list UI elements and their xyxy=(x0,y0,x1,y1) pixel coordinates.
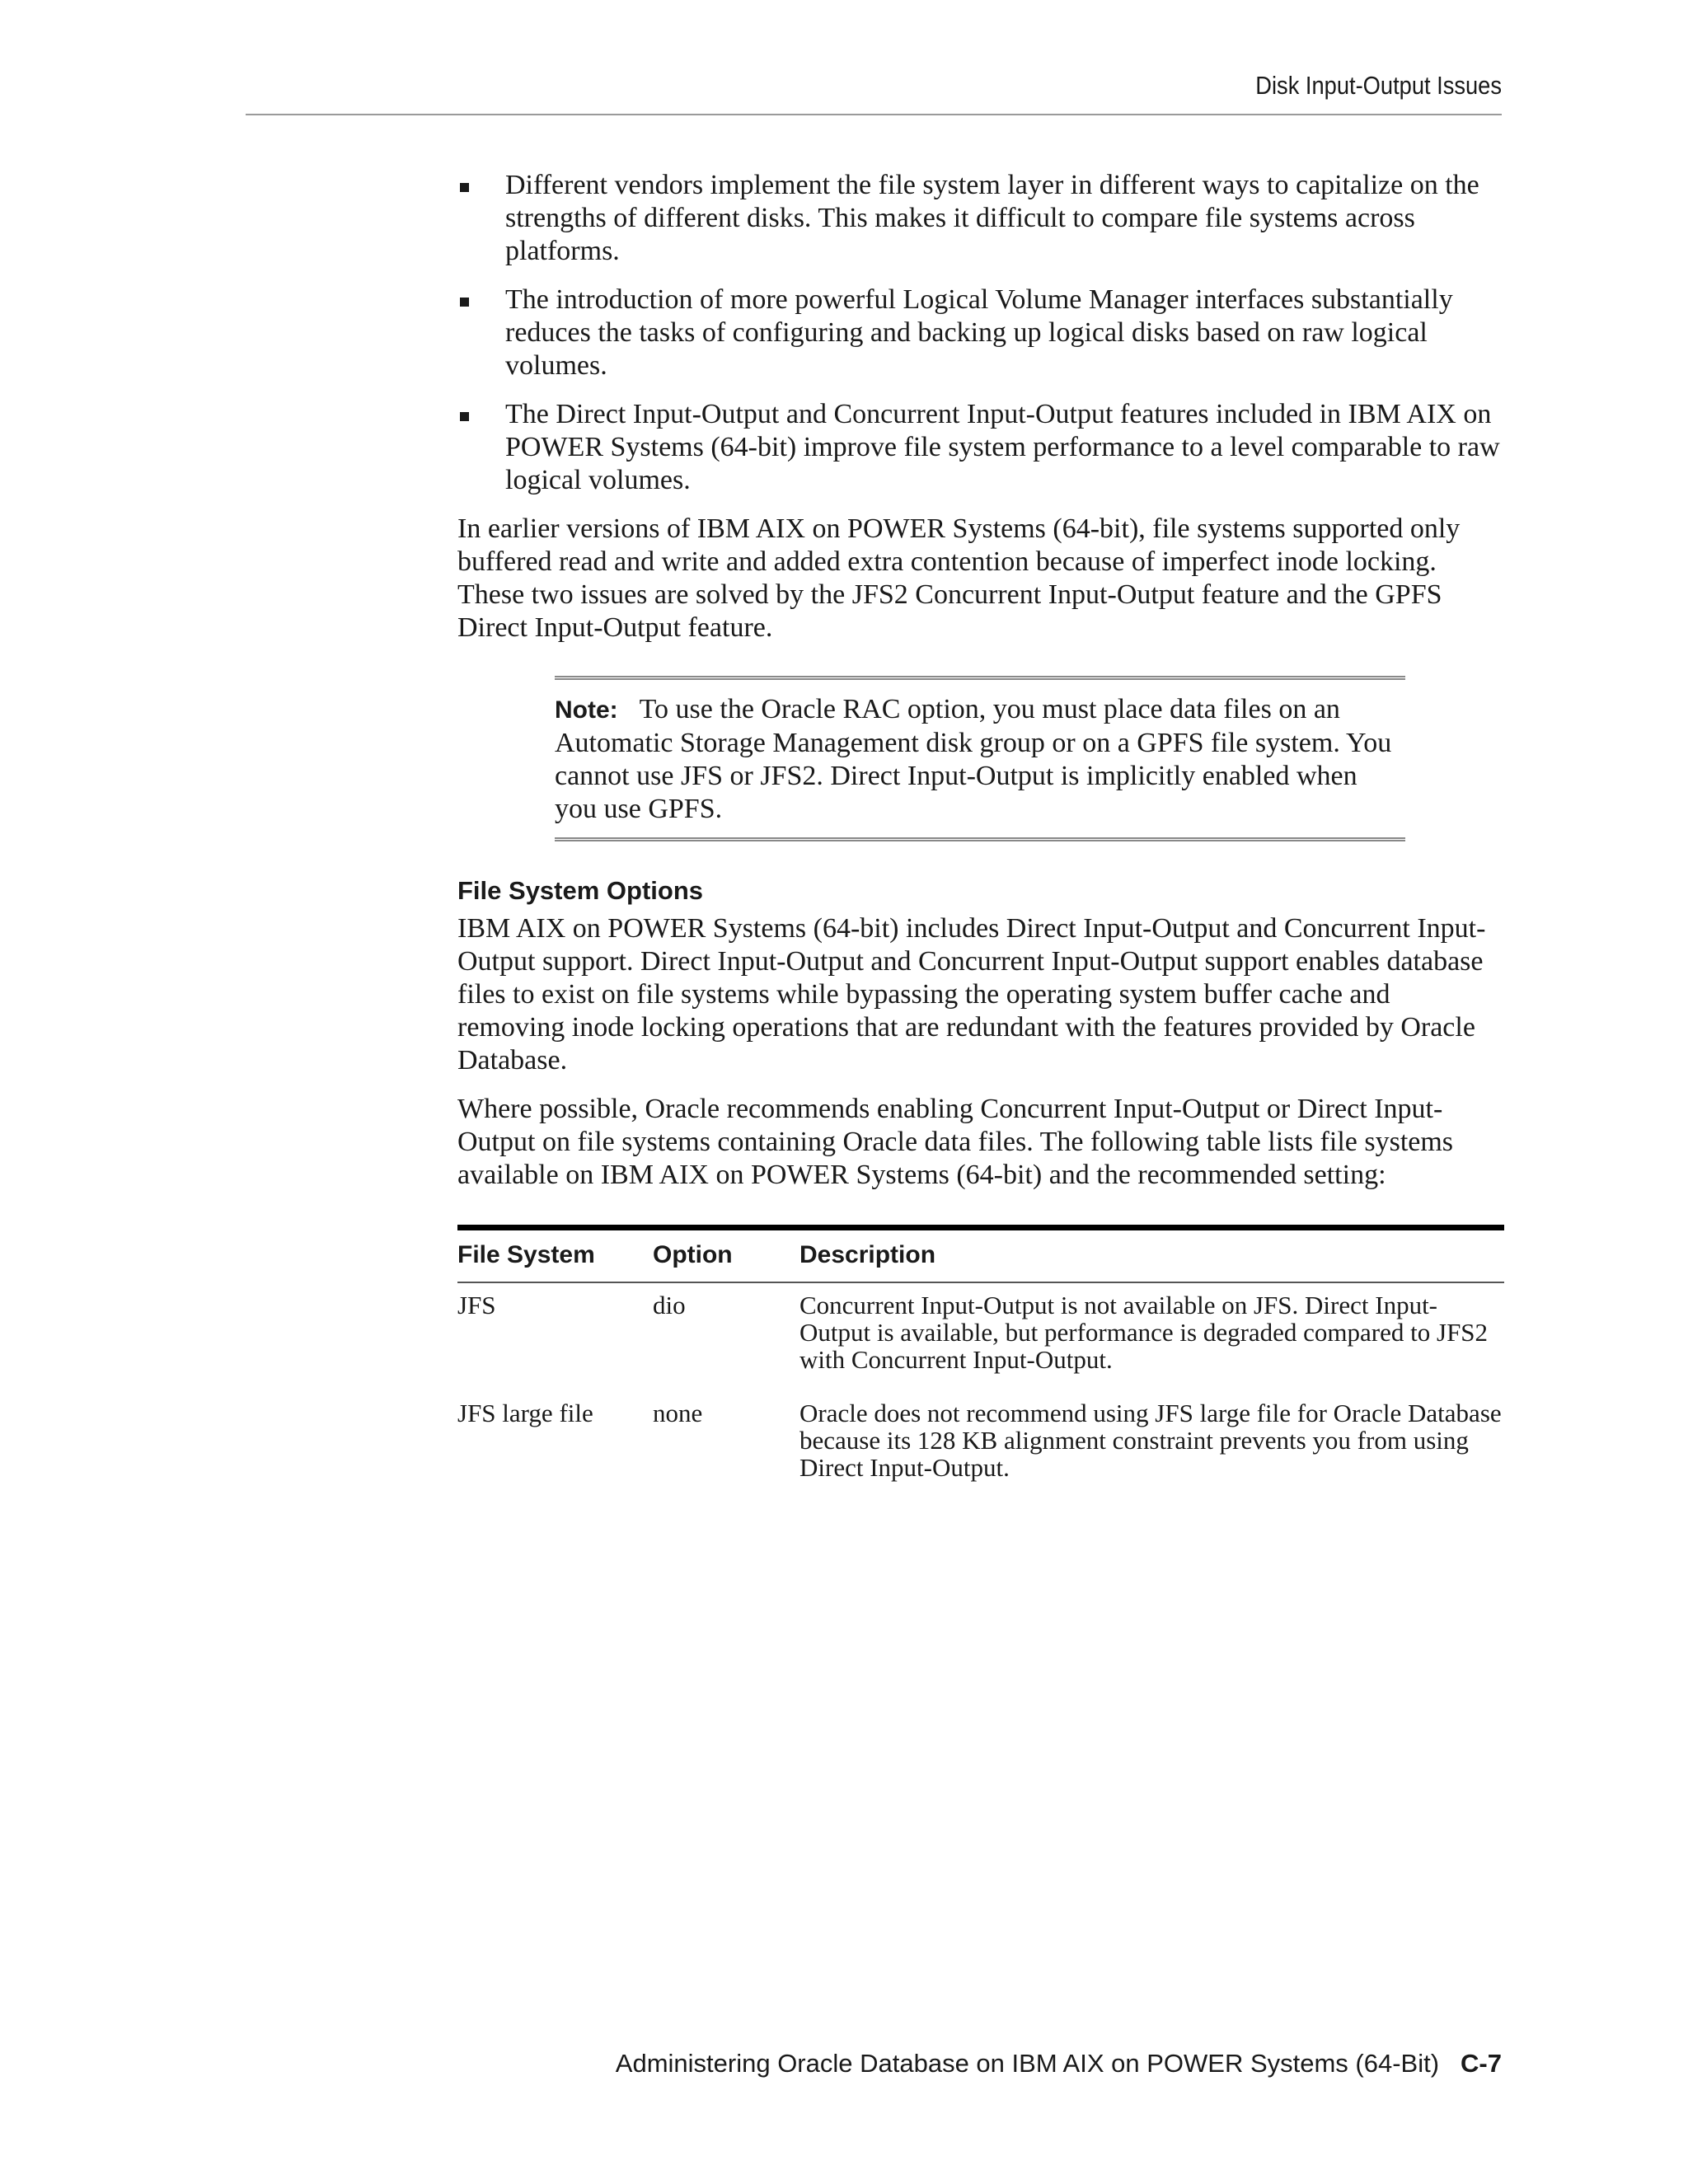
running-header: Disk Input-Output Issues xyxy=(1255,71,1502,100)
bullet-item xyxy=(457,169,1504,268)
column-header-option: Option xyxy=(653,1228,799,1283)
note-box xyxy=(555,676,1405,841)
table-row xyxy=(457,1391,1504,1499)
section-heading: File System Options xyxy=(457,876,704,905)
file-system-table xyxy=(457,1225,1504,1499)
bullet-list xyxy=(457,169,1504,497)
square-bullet-icon xyxy=(460,183,469,192)
column-header-file-system: File System xyxy=(457,1228,653,1283)
square-bullet-icon xyxy=(460,298,469,307)
paragraph-earlier-versions: In earlier versions of IBM AIX on POWER Systems (64-bit), file systems supported only buffered read and write and added extra contention because of imperfect inode locking. These two issues are solved by the JFS2 Concurrent Input-Output feature and the GPFS Direct Input-Output feature. xyxy=(457,513,1461,643)
section-paragraph: IBM AIX on POWER Systems (64-bit) includes Direct Input-Output and Concurrent Input-Output support. Direct Input-Output and Concurrent Input-Output support enables database files to exist on file systems while bypassing the operating system buffer cache and removing inode locking operations that are redundant with the features provided by Oracle Database. xyxy=(457,913,1486,1076)
table-header-row xyxy=(457,1228,1504,1283)
note-text: To use the Oracle RAC option, you must place data files on an Automatic Storage Management disk group or on a GPFS file system. You cannot use JFS or JFS2. Direct Input-Output is implicitly enabled when you use GPFS. xyxy=(555,694,1392,824)
table-row xyxy=(457,1282,1504,1391)
bullet-text: Different vendors implement the file system layer in different ways to capitalize on the strengths of different disks. This makes it difficult to compare file systems across platforms. xyxy=(505,170,1479,266)
bullet-text: The introduction of more powerful Logical Volume Manager interfaces substantially reduces the tasks of configuring and backing up logical disks based on raw logical volumes. xyxy=(505,284,1453,381)
page-footer xyxy=(247,2049,1502,2079)
column-header-description: Description xyxy=(799,1228,1504,1283)
cell-option: none xyxy=(653,1399,703,1427)
note-label: Note: xyxy=(555,696,618,724)
bullet-item xyxy=(457,398,1504,497)
footer-page-number: C-7 xyxy=(1461,2049,1502,2078)
square-bullet-icon xyxy=(460,412,469,421)
bullet-item xyxy=(457,284,1504,382)
cell-option: dio xyxy=(653,1291,686,1319)
cell-description: Concurrent Input-Output is not available on JFS. Direct Input-Output is available, but performance is degraded compared to JFS2 with Concurrent Input-Output. xyxy=(799,1291,1489,1374)
page-content xyxy=(457,169,1504,1499)
bullet-text: The Direct Input-Output and Concurrent Input-Output features included in IBM AIX on POWER Systems (64-bit) improve file system performance to a level comparable to raw logical volumes. xyxy=(505,399,1500,495)
cell-file-system: JFS large file xyxy=(457,1399,593,1427)
footer-book-title: Administering Oracle Database on IBM AIX on POWER Systems (64-Bit) xyxy=(615,2049,1440,2078)
cell-description: Oracle does not recommend using JFS large file for Oracle Database because its 128 KB alignment constraint prevents you from using Direct Input-Output. xyxy=(799,1399,1502,1482)
section-paragraph: Where possible, Oracle recommends enabling Concurrent Input-Output or Direct Input-Output on file systems containing Oracle data files. The following table lists file systems available on IBM AIX on POWER Systems (64-bit) and the recommended setting: xyxy=(457,1094,1454,1190)
header-rule xyxy=(246,114,1502,115)
cell-file-system: JFS xyxy=(457,1291,496,1319)
